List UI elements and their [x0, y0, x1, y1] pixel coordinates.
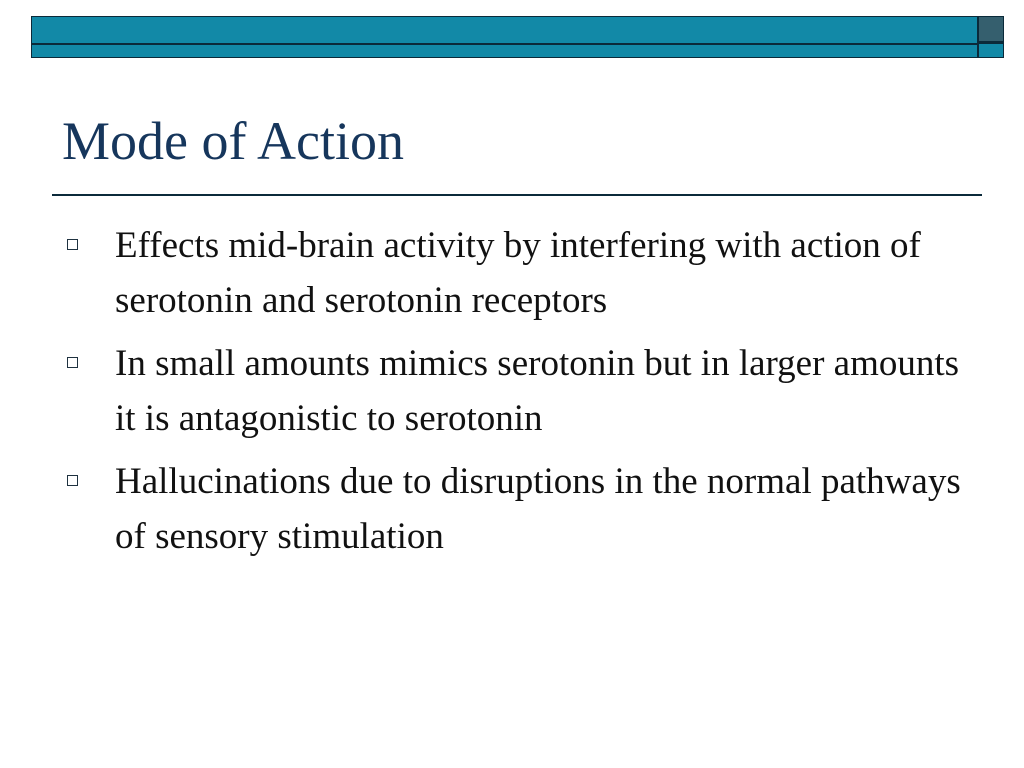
header-corner-block-bottom	[978, 42, 1004, 58]
bullet-text: Hallucinations due to disruptions in the normal pathways of sensory stimulation	[115, 461, 961, 557]
bullet-text: In small amounts mimics serotonin but in larger amounts it is antagonistic to serotonin	[115, 343, 960, 439]
header-corner-block-top	[978, 16, 1004, 42]
header-bar	[31, 16, 978, 58]
hollow-square-bullet-icon	[67, 475, 78, 486]
bullet-text: Effects mid-brain activity by interfering with action of serotonin and serotonin receptors	[115, 225, 921, 321]
slide-title: Mode of Action	[62, 111, 404, 171]
header-bar-line	[32, 43, 977, 45]
hollow-square-bullet-icon	[67, 357, 78, 368]
bullet-item	[62, 218, 962, 328]
bullet-list	[62, 218, 962, 572]
bullet-item	[62, 336, 962, 446]
hollow-square-bullet-icon	[67, 239, 78, 250]
bullet-item	[62, 454, 962, 564]
title-divider	[52, 194, 982, 196]
